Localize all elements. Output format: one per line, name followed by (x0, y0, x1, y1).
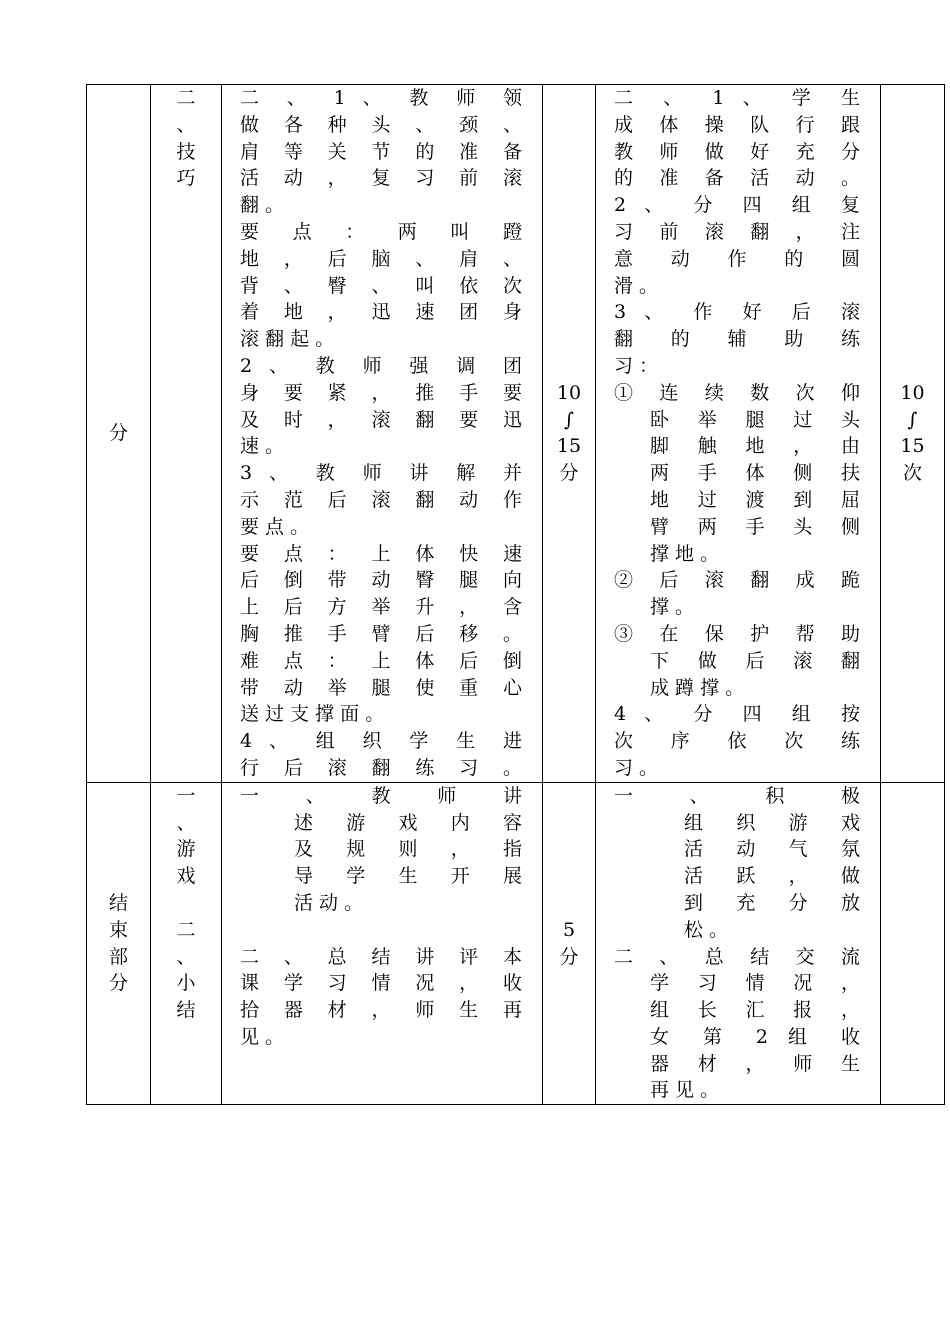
text-line: 身 要 紧 ， 推 手 要 (240, 381, 522, 404)
text-line: 组 织 游 戏 (684, 811, 860, 834)
section-char: 分 (108, 972, 128, 995)
item-char: 结 (176, 999, 196, 1022)
text-line: 2 、 教 师 强 调 团 (240, 354, 522, 377)
time-char: 10 (556, 381, 582, 404)
text-line: 着 地 ， 迅 速 团 身 (240, 301, 522, 324)
item-cell (151, 85, 222, 783)
section-char: 部 (108, 945, 128, 968)
text-line: 二 、 总 结 交 流 (614, 945, 860, 968)
lesson-plan-table (86, 84, 945, 1105)
text-line: 述 游 戏 内 容 (294, 811, 522, 834)
item-char: 、 (176, 113, 196, 136)
text-line: 及 规 则 ， 指 (294, 838, 522, 861)
text-line: 要 点 ： 上 体 快 速 (240, 542, 522, 565)
time-char: ∫ (564, 408, 574, 431)
text-line: 胸 推 手 臂 后 移 。 (240, 622, 522, 645)
text-line: 一 、 教 师 讲 (240, 784, 522, 807)
item-char: 巧 (176, 167, 196, 190)
text-line: 的 准 备 活 动 。 (614, 167, 860, 190)
section-char: 分 (108, 421, 128, 444)
text-line: 上 后 方 举 升 ， 含 (240, 596, 522, 619)
text-line: 要 点 。 (240, 515, 310, 538)
time-cell (543, 85, 596, 783)
text-line: 拾 器 材 ， 师 生 再 (240, 999, 522, 1022)
time-char: 5 (562, 918, 576, 941)
text-line: 两 手 体 侧 扶 (650, 462, 860, 485)
count-char: 10 (900, 381, 925, 404)
text-line: 次 序 依 次 练 (614, 730, 860, 753)
count-char: 次 (902, 462, 922, 485)
text-line: 4 、 分 四 组 按 (614, 703, 860, 726)
text-line: 习 ： (614, 354, 659, 377)
item-char: 一 (176, 784, 196, 807)
count-cell (881, 782, 945, 1105)
time-char: 分 (559, 462, 579, 485)
text-line: 及 时 ， 滚 翻 要 迅 (240, 408, 522, 431)
text-line: 背 、 臀 、 叫 依 次 (240, 274, 522, 297)
text-line: 地 过 渡 到 屈 (650, 488, 860, 511)
text-line: ③ 在 保 护 帮 助 (614, 622, 860, 645)
count-char: 15 (900, 435, 925, 458)
text-line: 习 。 (614, 756, 659, 779)
item-char: 、 (176, 811, 196, 834)
teacher-activity-cell (222, 782, 543, 1105)
text-line: 见 。 (240, 1025, 285, 1048)
text-line: 肩 等 关 节 的 准 备 (240, 140, 522, 163)
text-line: 导 学 生 开 展 (294, 865, 522, 888)
table-row (87, 782, 945, 1105)
text-line: 下 做 后 滚 翻 (650, 649, 860, 672)
time-char: 15 (556, 435, 582, 458)
text-line: 女 第 2 组 收 (650, 1025, 860, 1048)
text-line: 卧 举 腿 过 头 (650, 408, 860, 431)
item-cell (151, 782, 222, 1105)
item-char: 小 (176, 972, 196, 995)
text-line: 行 后 滚 翻 练 习 。 (240, 756, 522, 779)
time-cell (543, 782, 596, 1105)
text-line: 滑 。 (614, 274, 659, 297)
text-line: 地 ， 后 脑 、 肩 、 (240, 247, 522, 270)
text-line: 成 蹲 撑 。 (650, 676, 745, 699)
text-line: 活 动 。 (294, 891, 364, 914)
text-line: 翻 。 (240, 194, 285, 217)
student-activity-cell (596, 85, 881, 783)
text-line: 活 动 ， 复 习 前 滚 (240, 167, 522, 190)
text-line: 二 、 1 、 学 生 (614, 87, 860, 109)
text-line: 后 倒 带 动 臀 腿 向 (240, 569, 522, 592)
student-activity-cell (596, 782, 881, 1105)
section-cell (87, 85, 151, 783)
text-line: 学 习 情 况 ， (650, 972, 860, 995)
section-char: 束 (108, 918, 128, 941)
section-cell (87, 782, 151, 1105)
count-cell (881, 85, 945, 783)
table-row (87, 85, 945, 783)
spacer (151, 890, 221, 917)
text-line: 滚 翻 起 。 (240, 328, 335, 351)
text-line: 成 体 操 队 行 跟 (614, 113, 860, 136)
text-line: 一 、 积 极 (614, 784, 860, 807)
item-char: 戏 (176, 865, 196, 888)
text-line: 带 动 举 腿 使 重 心 (240, 676, 522, 699)
text-line: ② 后 滚 翻 成 跪 (614, 569, 860, 592)
text-line: 臂 两 手 头 侧 (650, 515, 860, 538)
text-line: 3 、 教 师 讲 解 并 (240, 462, 522, 485)
text-line: 二 、 1 、 教 师 领 (240, 87, 522, 109)
text-line: 习 前 滚 翻 ， 注 (614, 220, 860, 243)
text-line: 送 过 支 撑 面 。 (240, 703, 385, 726)
text-line: ① 连 续 数 次 仰 (614, 381, 860, 404)
item-char: 游 (176, 838, 196, 861)
text-line: 松 。 (684, 918, 729, 941)
spacer (240, 917, 522, 944)
item-char: 技 (176, 140, 196, 163)
text-line: 器 材 ， 师 生 (650, 1052, 860, 1075)
text-line: 3 、 作 好 后 滚 (614, 301, 860, 324)
text-line: 活 动 气 氛 (684, 838, 860, 861)
text-line: 撑 地 。 (650, 542, 720, 565)
section-char: 结 (108, 891, 128, 914)
text-line: 到 充 分 放 (684, 891, 860, 914)
text-line: 教 师 做 好 充 分 (614, 140, 860, 163)
text-line: 撑 。 (650, 596, 695, 619)
item-char: 二 (176, 87, 196, 109)
item-char: 二 (176, 918, 196, 941)
item-char: 、 (176, 945, 196, 968)
text-line: 要 点 ： 两 叫 蹬 (240, 220, 522, 243)
text-line: 2 、 分 四 组 复 (614, 194, 860, 217)
text-line: 4 、 组 织 学 生 进 (240, 730, 522, 753)
text-line: 示 范 后 滚 翻 动 作 (240, 488, 522, 511)
text-line: 课 学 习 情 况 ， 收 (240, 972, 522, 995)
text-line: 二 、 总 结 讲 评 本 (240, 945, 522, 968)
text-line: 翻 的 辅 助 练 (614, 328, 860, 351)
time-char: 分 (559, 945, 579, 968)
text-line: 做 各 种 头 、 颈 、 (240, 113, 522, 136)
text-line: 意 动 作 的 圆 (614, 247, 860, 270)
text-line: 脚 触 地 ， 由 (650, 435, 860, 458)
text-line: 再 见 。 (650, 1079, 720, 1102)
text-line: 组 长 汇 报 ， (650, 999, 860, 1022)
text-line: 难 点 ： 上 体 后 倒 (240, 649, 522, 672)
text-line: 活 跃 ， 做 (684, 865, 860, 888)
text-line: 速 。 (240, 435, 285, 458)
teacher-activity-cell (222, 85, 543, 783)
count-char: ∫ (907, 408, 918, 431)
